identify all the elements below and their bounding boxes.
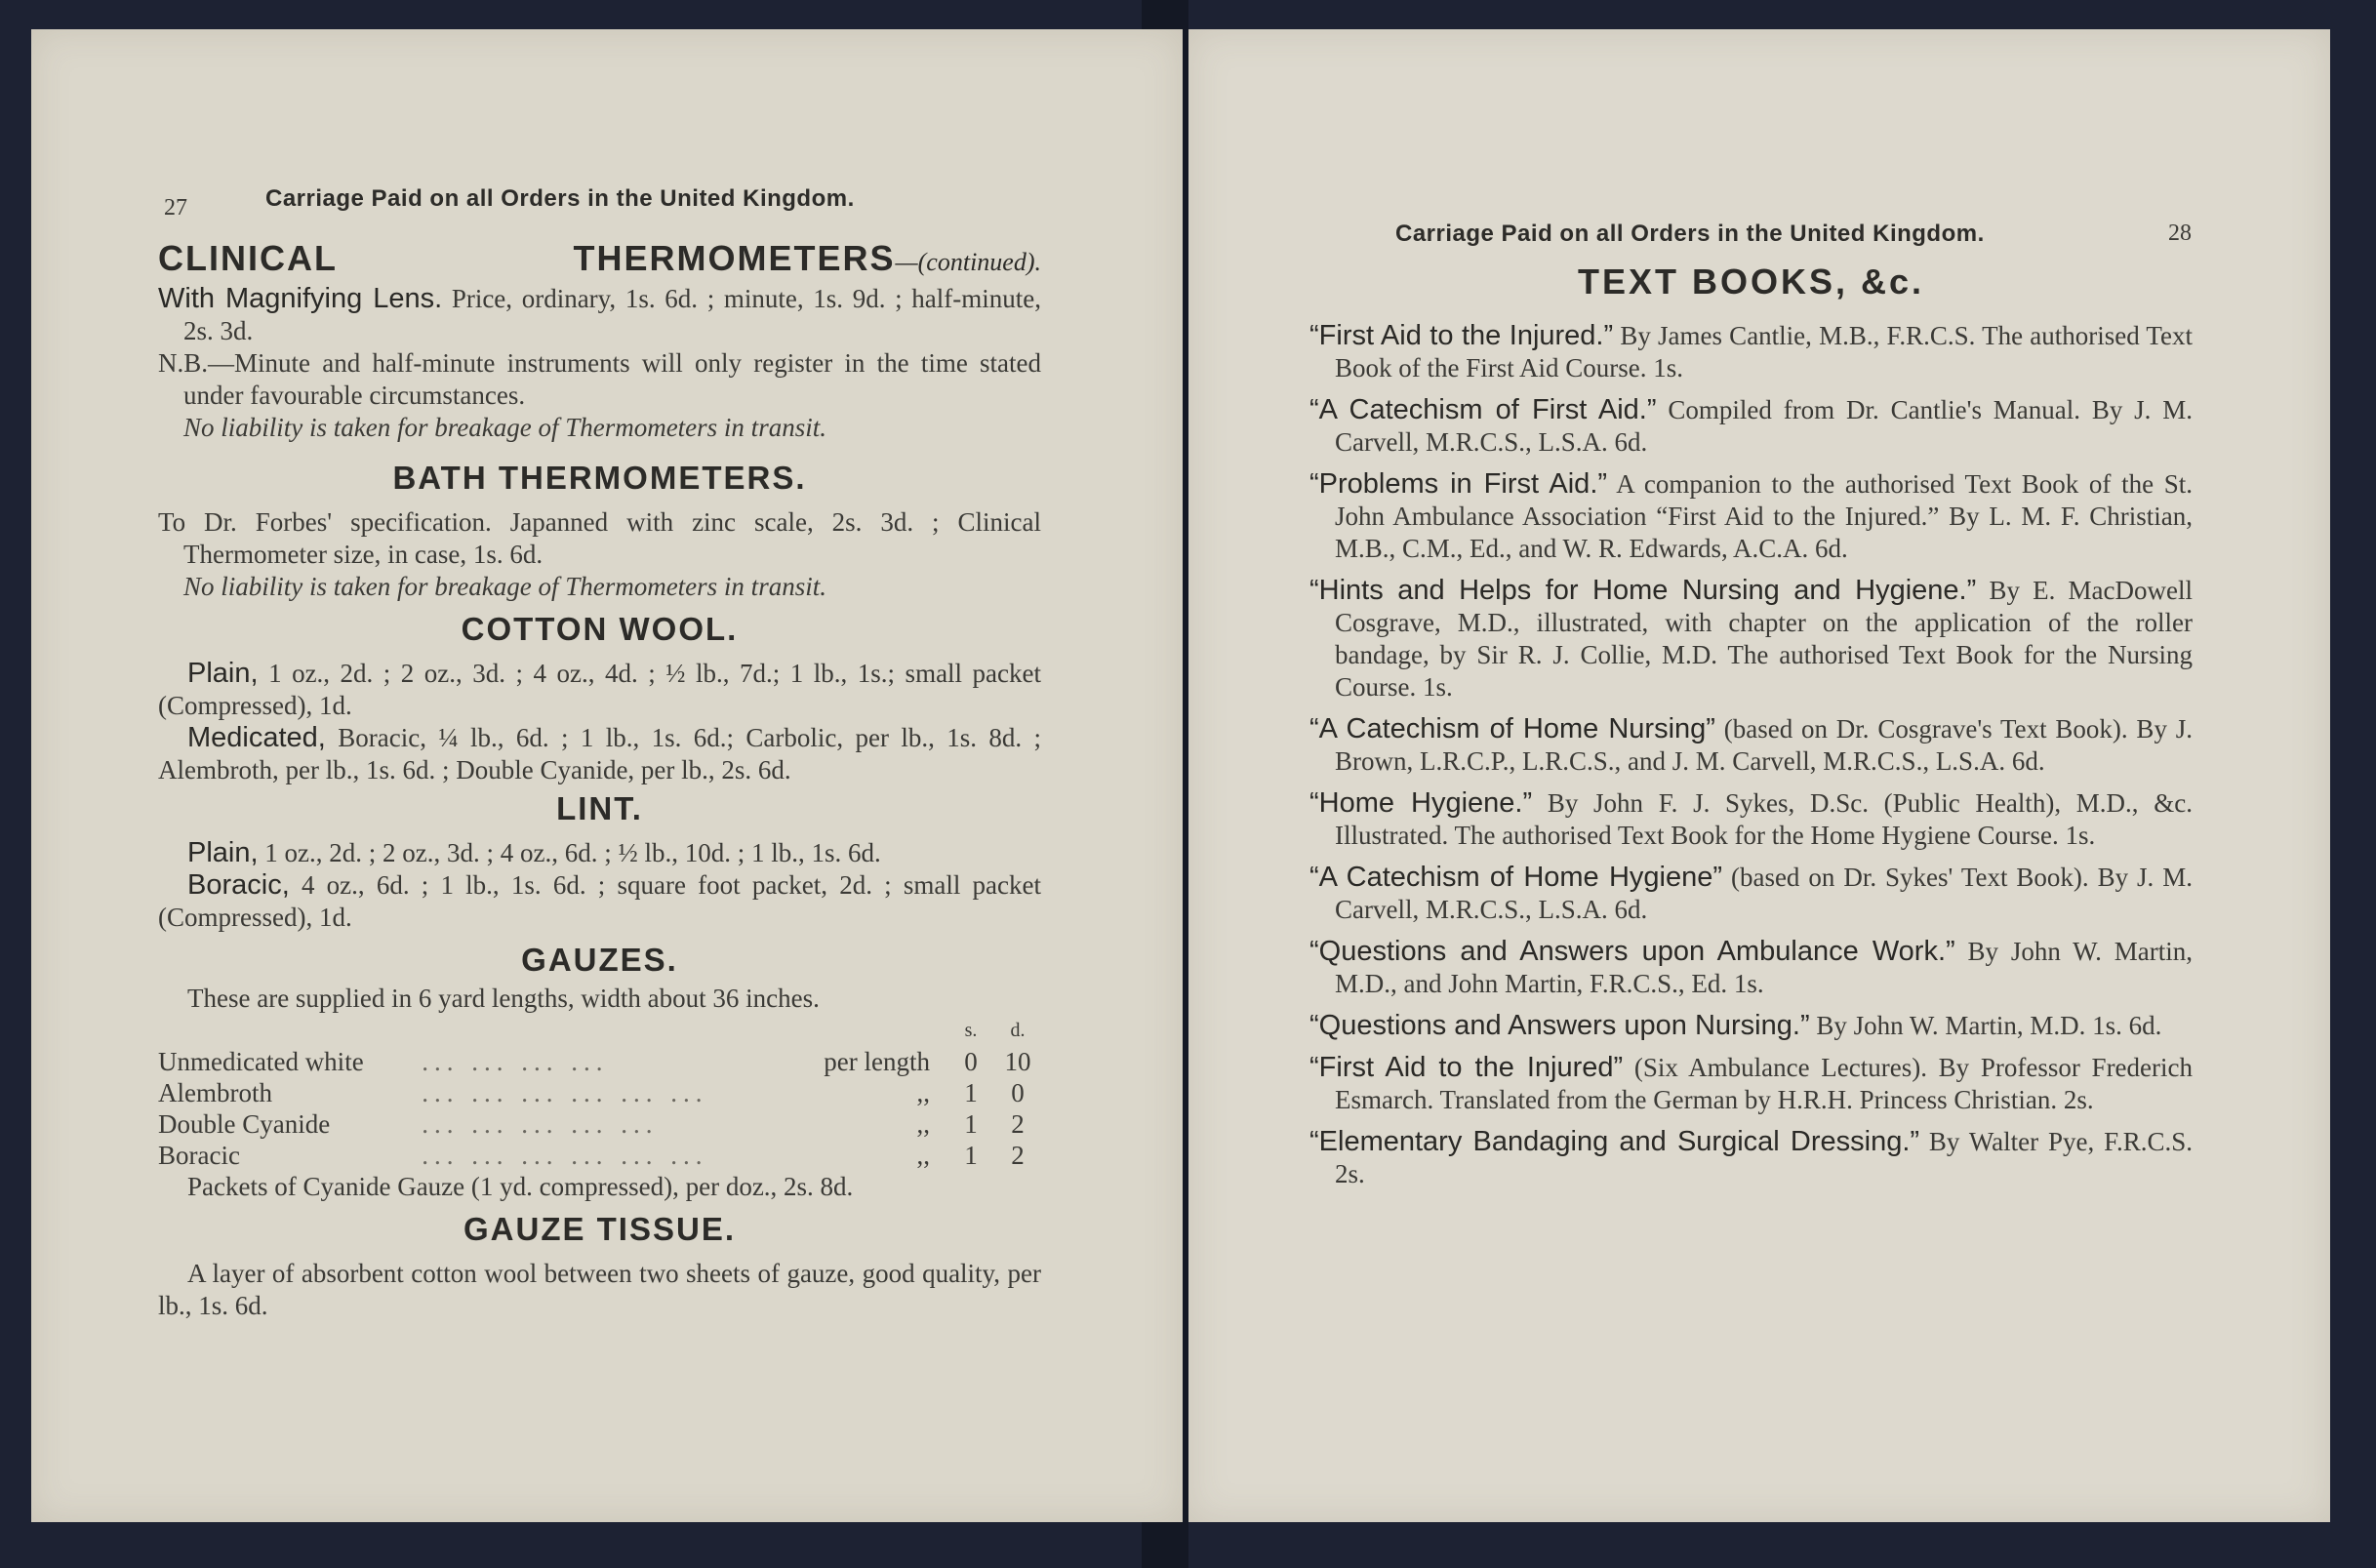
cotton-medicated-item <box>158 722 1041 786</box>
book-title: “Questions and Answers upon Nursing.” <box>1309 1010 1810 1041</box>
book-title: “Home Hygiene.” <box>1309 787 1533 819</box>
bath-liability-note: No liability is taken for breakage of Thermometers in transit. <box>183 572 826 601</box>
list-item <box>1309 1010 2193 1042</box>
table-row <box>158 1140 1041 1171</box>
clinical-thermometers-title: CLINICAL THERMOMETERS <box>158 238 896 278</box>
list-item <box>1309 320 2193 384</box>
lint-boracic-prices: 4 oz., 6d. ; 1 lb., 1s. 6d. ; square foot packet, 2d. ; small packet (Compressed), 1d. <box>158 870 1042 932</box>
list-item <box>1309 1052 2193 1116</box>
bath-thermometers-heading: BATH THERMOMETERS. <box>392 460 807 496</box>
list-item <box>1309 575 2193 704</box>
gauze-name: Double Cyanide <box>158 1109 331 1139</box>
gauze-tissue-heading: GAUZE TISSUE. <box>463 1211 737 1247</box>
leader-dots: ... ... ... ... ... ... <box>422 1141 708 1170</box>
gauze-tissue-text: A layer of absorbent cotton wool between two sheets of gauze, good quality, per lb., 1s. 6d. <box>158 1259 1041 1320</box>
right-page-number: 28 <box>2168 221 2192 246</box>
book-description: (Six Ambulance Lectures). By Professor Frederich Esmarch. Translated from the German by H.R.H. Princess Christian. 2s. <box>1335 1053 2194 1114</box>
gauze-name: Boracic <box>158 1141 240 1170</box>
leader-dots: ... ... ... ... ... ... <box>422 1078 708 1107</box>
right-page-content <box>1309 261 2193 1200</box>
gauze-packets-text: Packets of Cyanide Gauze (1 yd. compressed), per doz., 2s. 8d. <box>187 1172 854 1201</box>
book-description: (based on Dr. Sykes' Text Book). By J. M. Carvell, M.R.C.S., L.S.A. 6d. <box>1335 863 2194 924</box>
list-item <box>1309 394 2193 459</box>
left-running-head: Carriage Paid on all Orders in the United Kingdom. <box>265 185 855 212</box>
table-row <box>158 1108 1041 1140</box>
text-books-heading: TEXT BOOKS, &c. <box>1577 261 1925 302</box>
gauzes-price-table <box>158 1015 1041 1171</box>
left-page-content <box>158 238 1041 1322</box>
book-title: “First Aid to the Injured.” <box>1309 320 1614 351</box>
cotton-medicated-label: Medicated, <box>187 722 326 753</box>
cotton-plain-label: Plain, <box>187 658 259 689</box>
cotton-plain-prices: 1 oz., 2d. ; 2 oz., 3d. ; 4 oz., 4d. ; ½ lb., 7d.; 1 lb., 1s.; small packet (Compressed), 1d. <box>158 659 1042 720</box>
book-title: “First Aid to the Injured” <box>1309 1052 1624 1083</box>
gauze-unit: ,, <box>916 1109 930 1139</box>
pence-header: d. <box>1010 1020 1026 1041</box>
gauze-shillings: 1 <box>964 1078 978 1107</box>
shillings-header: s. <box>964 1020 978 1041</box>
thermometer-liability-note: No liability is taken for breakage of Thermometers in transit. <box>183 413 826 442</box>
bath-thermometers-text: To Dr. Forbes' specification. Japanned with zinc scale, 2s. 3d. ; Clinical Thermometer size, in case, 1s. 6d. <box>158 507 1041 569</box>
book-title: “A Catechism of Home Nursing” <box>1309 713 1715 744</box>
cotton-medicated-prices: Boracic, ¼ lb., 6d. ; 1 lb., 1s. 6d.; Carbolic, per lb., 1s. 8d. ; Alembroth, per lb., 1s. 6d. ; Double Cyanide, per lb., 2s. 6d. <box>158 723 1041 784</box>
book-description: By John W. Martin, M.D., and John Martin, F.R.C.S., Ed. 1s. <box>1335 937 2193 998</box>
gauze-pence: 2 <box>1011 1141 1025 1170</box>
table-row <box>158 1046 1041 1077</box>
gauze-shillings: 1 <box>964 1109 978 1139</box>
magnifying-lens-label: With Magnifying Lens. <box>158 283 443 314</box>
gauze-pence: 10 <box>1004 1047 1031 1076</box>
list-item <box>1309 862 2193 926</box>
list-item <box>1309 936 2193 1000</box>
book-description: A companion to the authorised Text Book of the St. John Ambulance Association “First Aid to the Injured.” By L. M. F. Christian, M.B., C.M., Ed., and W. R. Edwards, A.C.A. 6d. <box>1335 469 2193 563</box>
gauze-unit: ,, <box>916 1141 930 1170</box>
lint-boracic-item <box>158 869 1041 934</box>
gauze-pence: 2 <box>1011 1109 1025 1139</box>
gauzes-intro: These are supplied in 6 yard lengths, width about 36 inches. <box>187 984 820 1013</box>
book-description: By Walter Pye, F.R.C.S. 2s. <box>1335 1127 2193 1188</box>
gauzes-heading: GAUZES. <box>521 942 678 978</box>
cotton-wool-heading: COTTON WOOL. <box>461 611 739 647</box>
book-description: By James Cantlie, M.B., F.R.C.S. The authorised Text Book of the First Aid Course. 1s. <box>1335 321 2193 382</box>
lint-boracic-label: Boracic, <box>187 869 290 901</box>
book-description: (based on Dr. Cosgrave's Text Book). By J. Brown, L.R.C.P., L.R.C.S., and J. M. Carvell, M.R.C.S., L.S.A. 6d. <box>1335 714 2193 776</box>
lint-heading: LINT. <box>556 790 643 826</box>
book-title: “Hints and Helps for Home Nursing and Hygiene.” <box>1309 575 1977 606</box>
gauze-shillings: 1 <box>964 1141 978 1170</box>
book-title: “A Catechism of First Aid.” <box>1309 394 1657 425</box>
leader-dots: ... ... ... ... <box>422 1047 609 1076</box>
book-title: “A Catechism of Home Hygiene” <box>1309 862 1723 893</box>
list-item <box>1309 713 2193 778</box>
leader-dots: ... ... ... ... ... <box>422 1109 659 1139</box>
gauze-shillings: 0 <box>964 1047 978 1076</box>
clinical-thermometers-heading <box>158 238 1041 279</box>
gauze-unit: per length <box>824 1047 930 1076</box>
cotton-plain-item <box>158 658 1041 722</box>
book-description: Compiled from Dr. Cantlie's Manual. By J. M. Carvell, M.R.C.S., L.S.A. 6d. <box>1335 395 2194 457</box>
gauze-name: Alembroth <box>158 1078 272 1107</box>
gauze-name: Unmedicated white <box>158 1047 364 1076</box>
list-item <box>1309 1126 2193 1190</box>
lint-plain-label: Plain, <box>187 837 259 868</box>
right-running-head: Carriage Paid on all Orders in the United Kingdom. <box>1395 221 1985 247</box>
left-page-number: 27 <box>164 195 187 221</box>
book-title: “Problems in First Aid.” <box>1309 468 1608 500</box>
book-description: By E. MacDowell Cosgrave, M.D., illustrated, with chapter on the application of the roller bandage, by Sir R. J. Collie, M.D. The authorised Text Book for the Nursing Course. 1s. <box>1335 576 2193 702</box>
book-title: “Elementary Bandaging and Surgical Dressing.” <box>1309 1126 1920 1157</box>
book-description: By John F. J. Sykes, D.Sc. (Public Health), M.D., &c. Illustrated. The authorised Text Book for the Home Hygiene Course. 1s. <box>1335 788 2193 850</box>
gauze-unit: ,, <box>916 1078 930 1107</box>
continued-label: —(continued). <box>895 248 1041 276</box>
lint-plain-item <box>158 837 1041 869</box>
gauze-pence: 0 <box>1011 1078 1025 1107</box>
table-row <box>158 1077 1041 1108</box>
list-item <box>1309 468 2193 565</box>
book-title: “Questions and Answers upon Ambulance Work.” <box>1309 936 1955 967</box>
magnifying-lens-prices: Price, ordinary, 1s. 6d. ; minute, 1s. 9d. ; half-minute, 2s. 3d. <box>183 284 1041 345</box>
magnifying-lens-item <box>158 283 1041 347</box>
lint-plain-prices: 1 oz., 2d. ; 2 oz., 3d. ; 4 oz., 6d. ; ½ lb., 10d. ; 1 lb., 1s. 6d. <box>264 838 881 867</box>
thermometer-note: N.B.—Minute and half-minute instruments will only register in the time stated under favourable circumstances. <box>158 348 1041 410</box>
book-description: By John W. Martin, M.D. 1s. 6d. <box>1816 1011 2162 1040</box>
gauzes-table-header <box>158 1015 1041 1046</box>
list-item <box>1309 787 2193 852</box>
